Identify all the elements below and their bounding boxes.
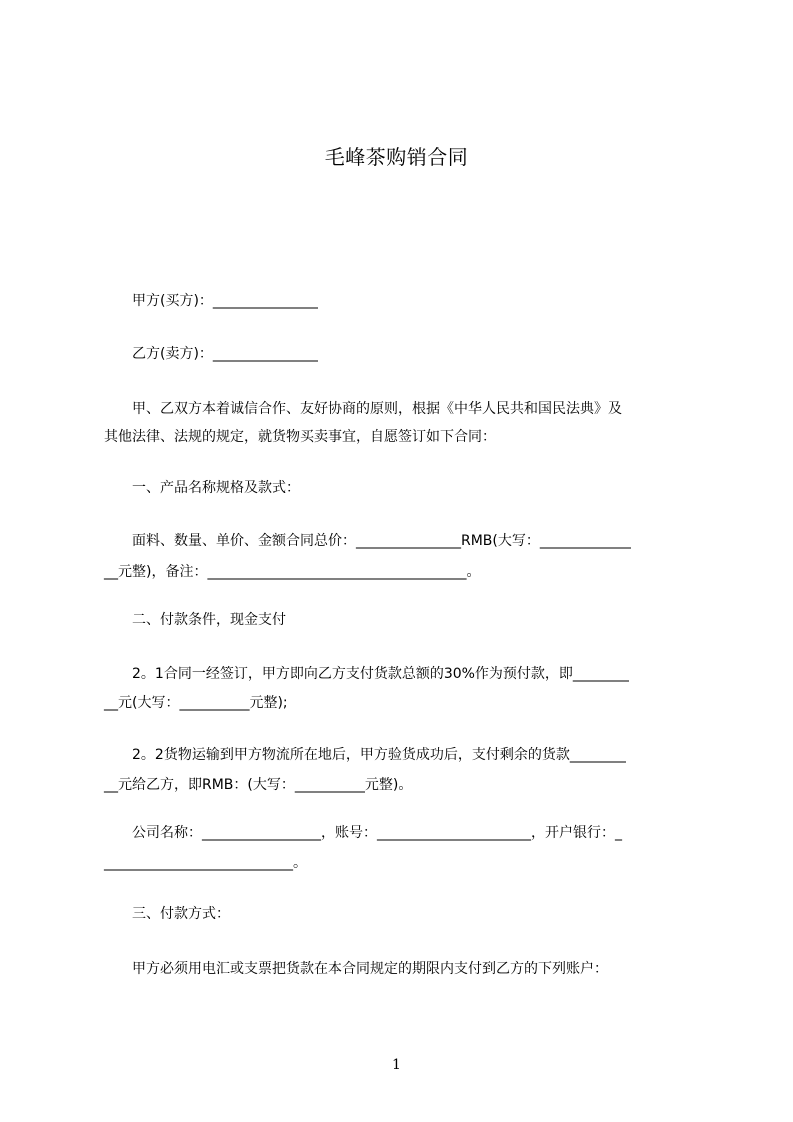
account-info-line-2 <box>104 846 704 880</box>
clause-2-2-text-1: 2。2货物运输到甲方物流所在地后，甲方验货成功后，支付剩余的货款________ <box>104 747 626 763</box>
party-a-text: 甲方(买方)：_______________ <box>104 293 318 309</box>
clause-2-2-line-1 <box>104 738 704 772</box>
section-3-body <box>104 952 704 986</box>
section-2-heading <box>104 603 704 637</box>
section-1-body-text-2: __元整)，备注：_____________________________________。 <box>104 564 481 580</box>
clause-2-2-text-2: __元给乙方，即RMB：(大写：__________元整)。 <box>104 777 413 793</box>
intro-text-2: 其他法律、法规的规定，就货物买卖事宜，自愿签订如下合同： <box>104 429 496 445</box>
section-3-body-text: 甲方必须用电汇或支票把货款在本合同规定的期限内支付到乙方的下列账户： <box>104 961 608 977</box>
clause-2-1-text-1: 2。1合同一经签订，甲方即向乙方支付货款总额的30%作为预付款，即________ <box>104 666 629 682</box>
section-1-body-text-1: 面料、数量、单价、金额合同总价：_______________RMB(大写：_____________ <box>104 533 631 549</box>
intro-text-1: 甲、乙双方本着诚信合作、友好协商的原则，根据《中华人民共和国民法典》及 <box>104 401 622 417</box>
clause-2-1-text-2: __元(大写：__________元整); <box>104 695 288 711</box>
account-info-text-2: ___________________________。 <box>104 855 307 871</box>
party-b-text: 乙方(卖方)：_______________ <box>104 346 318 362</box>
clause-2-1-line-2 <box>104 686 704 720</box>
page-number: 1 <box>392 1057 401 1073</box>
document-title: 毛峰茶购销合同 <box>324 145 469 169</box>
account-info-text-1: 公司名称：_________________，账号：______________________，开户银行：_ <box>104 825 622 841</box>
account-info-line-1 <box>104 816 704 850</box>
clause-2-2-line-2 <box>104 768 704 802</box>
party-a-line <box>104 284 704 318</box>
section-3-heading <box>104 897 704 931</box>
party-b-line <box>104 337 704 371</box>
section-1-body-line-2 <box>104 555 704 589</box>
section-3-heading-text: 三、付款方式： <box>104 906 230 922</box>
section-2-heading-text: 二、付款条件，现金支付 <box>104 612 286 628</box>
section-1-heading <box>104 471 704 505</box>
section-1-heading-text: 一、产品名称规格及款式： <box>104 480 300 496</box>
intro-line-2 <box>104 420 704 454</box>
section-1-body-line-1 <box>104 524 704 558</box>
